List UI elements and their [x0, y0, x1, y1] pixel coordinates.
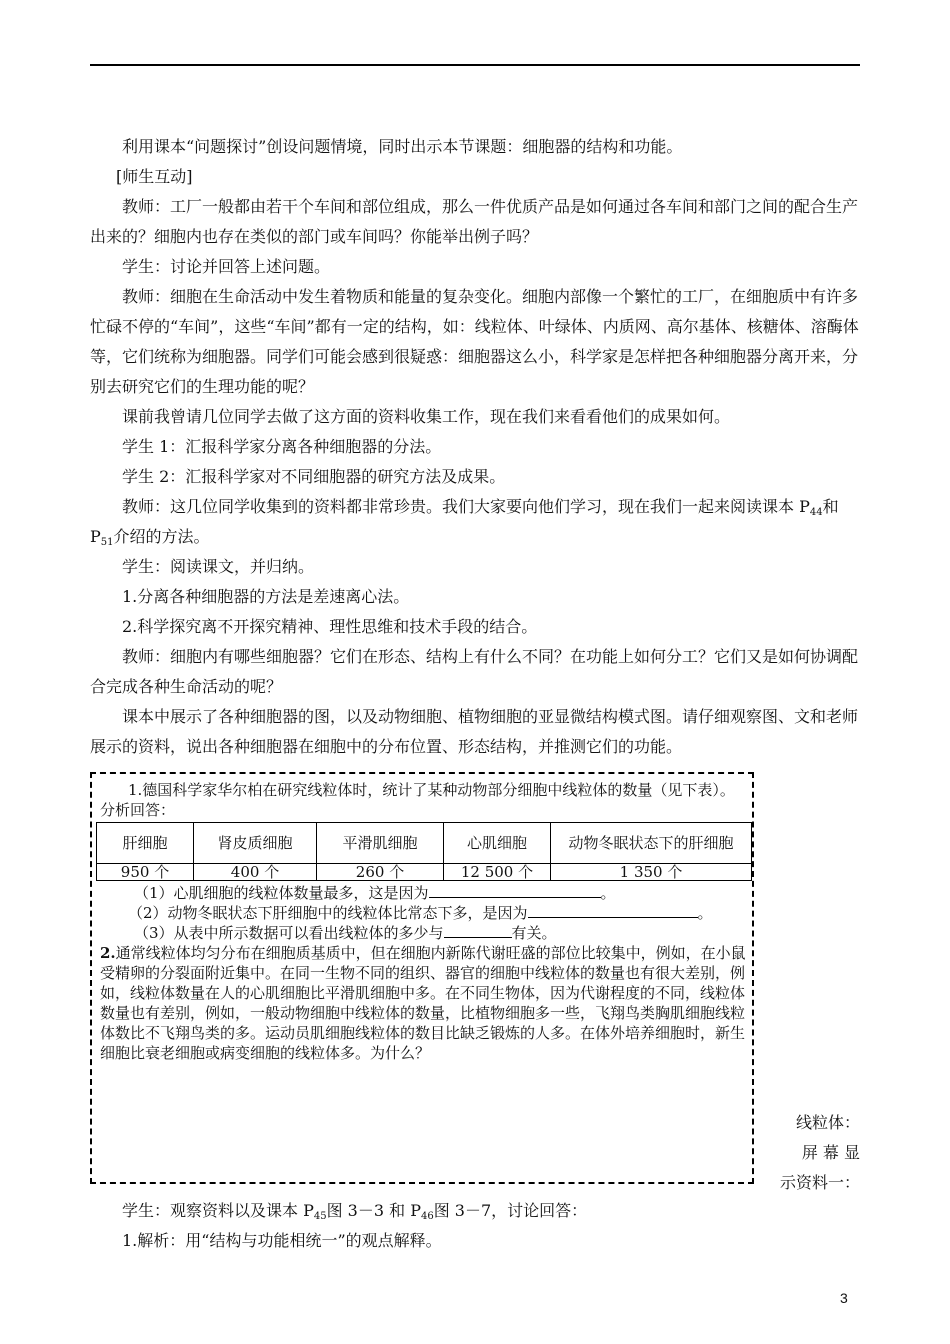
question-1a: [100, 883, 748, 903]
text: 图 3－3 和 P: [326, 1201, 421, 1220]
table-cell: 950 个: [97, 864, 194, 881]
page-subscript: 44: [809, 507, 823, 518]
paragraph: 课本中展示了各种细胞器的图，以及动物细胞、植物细胞的亚显微结构模式图。请仔细观察图、文和老师展示的资料，说出各种细胞器在细胞中的分布位置、形态结构，并推测它们的功能。: [90, 707, 859, 756]
page-subscript: 45: [313, 1211, 327, 1222]
text: 介绍的方法。: [113, 527, 210, 546]
table-header-cell: 肝细胞: [97, 823, 194, 864]
side-note-line: 示资料一：: [779, 1173, 860, 1192]
answer-blank[interactable]: [444, 923, 512, 938]
paragraph: 2.科学探究离不开探究精神、理性思维和技术手段的结合。: [122, 617, 538, 636]
paragraph: 学生 2：汇报科学家对不同细胞器的研究方法及成果。: [122, 467, 506, 486]
table-header-cell: 心肌细胞: [444, 823, 551, 864]
paragraph: 学生：阅读课文，并归纳。: [122, 557, 315, 576]
text: （3）从表中所示数据可以看出线粒体的多少与: [134, 924, 444, 942]
paragraph: 教师：细胞在生命活动中发生着物质和能量的复杂变化。细胞内部像一个繁忙的工厂，在细胞质中有许多忙碌不停的“车间”，这些“车间”都有一定的结构，如：线粒体、叶绿体、内质网、高尔基体、核糖体、溶酶体等，它们统称为细胞器。同学们可能会感到很疑惑：细胞器这么小，科学家是怎样把各种细胞器分离开来，分别去研究它们的生理功能的呢？: [90, 287, 859, 396]
text: 有关。: [511, 924, 557, 942]
text: 和 P: [90, 497, 839, 546]
page-subscript: 46: [420, 1211, 434, 1222]
paragraph: 学生：讨论并回答上述问题。: [122, 257, 331, 276]
text: 通常线粒体均匀分布在细胞质基质中，但在细胞内新陈代谢旺盛的部位比较集中，例如，在小鼠受精卵的分裂面附近集中。在同一生物不同的组织、器官的细胞中线粒体的数量也有很大差别，例如，线粒体数量在人的心肌细胞比平滑肌细胞中多。在不同生物体，因为代谢程度的不同，线粒体数量也有差别，例如，一般动物细胞中线粒体的数量，比植物细胞多一些，飞翔鸟类胸肌细胞线粒体数比不飞翔鸟类的多。运动员肌细胞线粒体的数目比缺乏锻炼的人多。在体外培养细胞时，新生细胞比衰老细胞或病变细胞的线粒体多。为什么？: [100, 944, 746, 1062]
table-header-cell: 平滑肌细胞: [317, 823, 444, 864]
table-cell: 12 500 个: [444, 864, 551, 881]
side-note-line: 屏 幕 显: [801, 1143, 860, 1162]
text: 。: [600, 884, 616, 902]
paragraph-p44: [90, 492, 862, 552]
paragraph: [90, 1196, 862, 1226]
table-header-cell: 肾皮质细胞: [194, 823, 317, 864]
question-1b: [100, 903, 748, 923]
answer-blank[interactable]: [528, 903, 698, 918]
paragraph: 1.解析：用“结构与功能相统一”的观点解释。: [122, 1231, 442, 1250]
paragraph: 1.分离各种细胞器的方法是差速离心法。: [122, 587, 410, 606]
material-box-content: [100, 780, 748, 1063]
page-number: 3: [840, 1290, 848, 1306]
table-cell: 1 350 个: [551, 864, 752, 881]
question-2: [100, 943, 748, 1063]
question-number: 2.: [100, 944, 116, 962]
table-header-row: [97, 823, 752, 864]
mitochondria-table: [96, 822, 752, 881]
paragraph: 教师：工厂一般都由若干个车间和部位组成，那么一件优质产品是如何通过各车间和部门之间的配合生产出来的？细胞内也存在类似的部门或车间吗？你能举出例子吗？: [90, 197, 859, 246]
text: 。: [697, 904, 713, 922]
question-1c: [100, 923, 748, 943]
paragraph: 教师：细胞内有哪些细胞器？它们在形态、结构上有什么不同？在功能上如何分工？它们又是如何协调配合完成各种生命活动的呢？: [90, 647, 859, 696]
text: 教师：这几位同学收集到的资料都非常珍贵。我们大家要向他们学习，现在我们一起来阅读课本 P: [122, 497, 810, 516]
side-note-line: 线粒体：: [795, 1113, 860, 1132]
text: （2）动物冬眠状态下肝细胞中的线粒体比常态下多，是因为: [128, 904, 528, 922]
page-subscript: 51: [100, 537, 114, 548]
table-row: [97, 864, 752, 881]
text: 图 3－7，讨论回答：: [433, 1201, 588, 1220]
material-box: [90, 772, 754, 1184]
header-rule: [90, 64, 860, 66]
bottom-text: [90, 1196, 862, 1256]
table-cell: 400 个: [194, 864, 317, 881]
paragraph: 课前我曾请几位同学去做了这方面的资料收集工作，现在我们来看看他们的成果如何。: [122, 407, 731, 426]
table-cell: 260 个: [317, 864, 444, 881]
question-1-intro: 1.德国科学家华尔柏在研究线粒体时，统计了某种动物部分细胞中线粒体的数量（见下表）。分析回答：: [100, 781, 735, 819]
paragraph: 利用课本“问题探讨”创设问题情境，同时出示本节课题：细胞器的结构和功能。: [122, 137, 683, 156]
text: 学生：观察资料以及课本 P: [122, 1201, 314, 1220]
main-text: [90, 132, 862, 762]
paragraph: 学生 1：汇报科学家分离各种细胞器的分法。: [122, 437, 442, 456]
answer-blank[interactable]: [429, 883, 601, 898]
table-header-cell: 动物冬眠状态下的肝细胞: [551, 823, 752, 864]
section-label: [师生互动]: [116, 167, 193, 186]
text: （1）心肌细胞的线粒体数量最多，这是因为: [134, 884, 429, 902]
